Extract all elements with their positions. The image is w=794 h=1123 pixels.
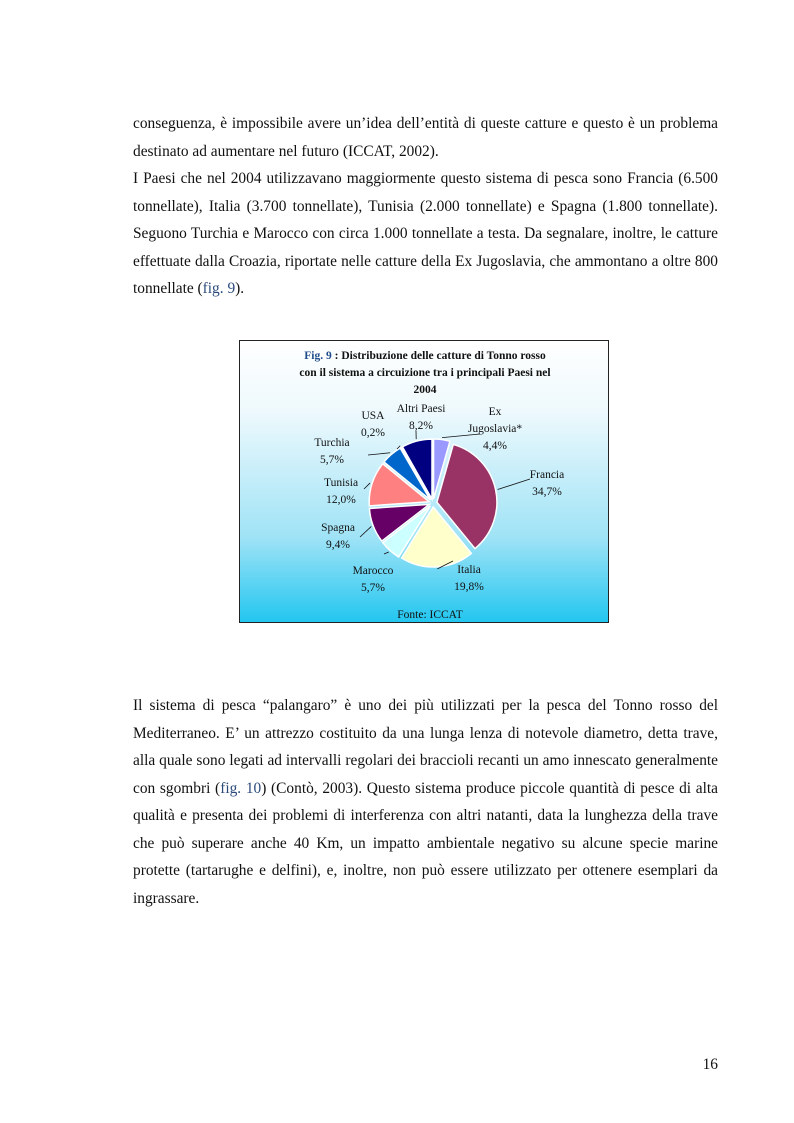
leader-line [368,453,390,455]
chart-title-line: con il sistema a circuizione tra i principali Paesi nel [299,367,551,379]
slice-percent-label: 19,8% [454,581,484,593]
pie-chart-figure [239,340,609,623]
chart-source: Fonte: ICCAT [397,609,463,621]
leader-line [360,526,371,537]
slice-percent-label: 5,7% [320,454,344,466]
leader-line [364,483,370,489]
paragraph-catture-paesi [133,110,718,303]
slice-name-label: Francia [529,469,565,481]
slice-percent-label: 5,7% [361,582,385,594]
paragraph-text: ). [235,280,245,297]
slice-name-label: Tunisia [323,477,359,489]
chart-title-line: 2004 [413,384,437,396]
figure-reference-link[interactable]: fig. 9 [202,280,236,297]
chart-title-line: Fig. 9 : Distribuzione delle catture di Tonno rosso [304,350,546,362]
slice-percent-label: 0,2% [361,427,385,439]
paragraph-text: ) (Contò, 2003). Questo sistema produce piccole quantità di pesce di alta qualità e presenta dei problemi di interferenza con altri natanti, data la lunghezza della trave che può superare anche 40 Km, un impatto ambientale negativo su alcune specie marine protette (tartarughe e delfini), e, inoltre, non può essere utilizzato per ottenere esemplari da ingrassare. [133,779,718,907]
paragraph-text: conseguenza, è impossibile avere un’idea dell’entità di queste catture e questo è un problema destinato ad aumentare nel futuro (ICCAT, 2002). [133,115,718,160]
slice-name-label: Italia [457,564,481,576]
page-number: 16 [702,1056,718,1073]
slice-name-label: Jugoslavia* [467,423,523,435]
paragraph-text: Il sistema di pesca “palangaro” è uno dei più utilizzati per la pesca del Tonno rosso del Mediterraneo. E’ un attrezzo costituito da una lunga lenza di notevole diametro, detta trave, alla quale sono legati ad intervalli regolari dei braccioli recanti un amo innescato generalmente con sgombri ( [133,697,718,797]
leader-line [384,552,389,554]
slice-name-label: USA [361,410,385,422]
slice-percent-label: 12,0% [326,494,356,506]
chart-figure-number: Fig. 9 [304,350,332,362]
slice-percent-label: 8,2% [409,420,433,432]
slice-name-label: Marocco [352,565,394,577]
slice-name-label: Spagna [321,522,355,534]
pie-chart [240,341,610,624]
slice-percent-label: 4,4% [483,440,507,452]
leader-line [498,479,530,490]
slice-name-label: Turchia [314,437,350,449]
slice-percent-label: 34,7% [532,486,562,498]
slice-name-label: Altri Paesi [396,403,446,415]
figure-reference-link[interactable]: fig. 10 [220,779,262,797]
slice-percent-label: 9,4% [326,539,350,551]
paragraph-palangaro [133,692,718,912]
paragraph-text: I Paesi che nel 2004 utilizzavano maggiormente questo sistema di pesca sono Francia (6.500 tonnellate), Italia (3.700 tonnellate), Tunisia (2.000 tonnellate) e Spagna (1.800 tonnellate). Seguono Turchia e Marocco con circa 1.000 tonnellate a testa. Da segnalare, inoltre, le catture effettuate dalla Croazia, riportate nelle catture della Ex Jugoslavia, che ammontano a oltre 800 tonnellate ( [133,170,718,297]
slice-name-label: Ex [488,406,502,418]
